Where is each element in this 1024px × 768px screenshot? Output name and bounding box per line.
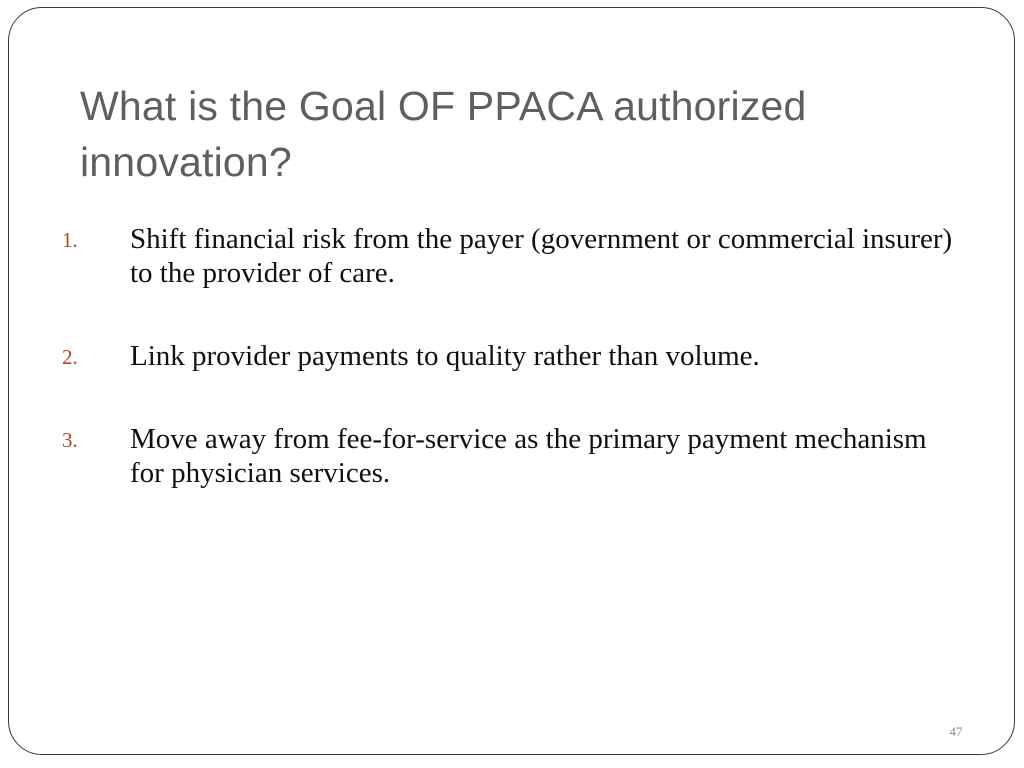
list-item [62, 339, 962, 373]
list-item-text: Move away from fee-for-service as the primary payment mechanism for physician services. [130, 423, 927, 489]
numbered-point-list [62, 222, 962, 490]
list-item-text: Shift financial risk from the payer (government or commercial insurer) to the provider of care. [130, 223, 953, 289]
list-item [62, 222, 962, 290]
list-item-number: 1. [62, 228, 78, 252]
list-item [62, 422, 962, 490]
list-item-number: 3. [62, 428, 78, 452]
list-item-number: 2. [62, 345, 78, 369]
slide-title: What is the Goal OF PPACA authorized innovation? [80, 83, 807, 185]
list-item-text: Link provider payments to quality rather than volume. [130, 340, 760, 372]
slide-page-number: 47 [949, 724, 963, 739]
